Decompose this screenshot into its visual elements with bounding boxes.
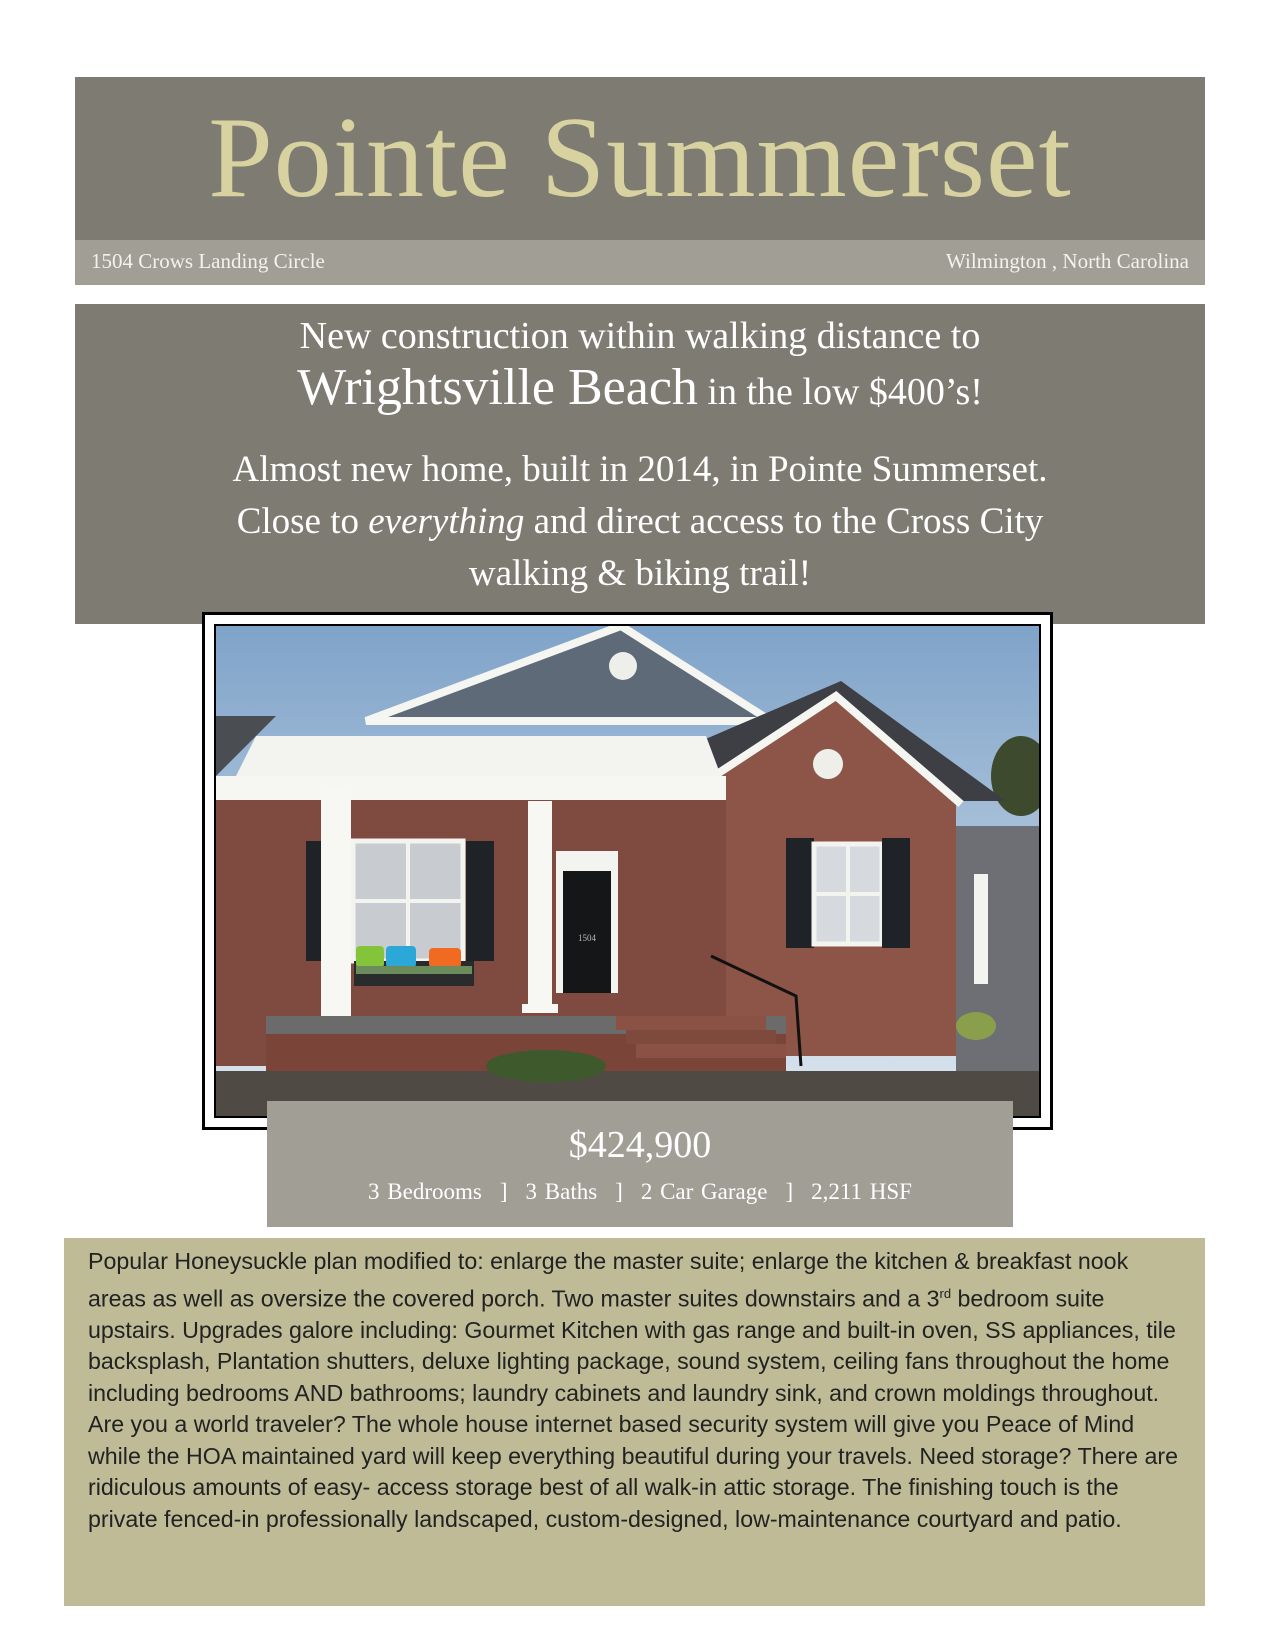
headline-line-1: New construction within walking distance to	[299, 315, 981, 357]
headline-line-5: walking & biking trail!	[468, 553, 812, 594]
baths: 3 Baths	[525, 1179, 598, 1204]
garage: 2 Car Garage	[640, 1179, 768, 1204]
street-address: 1504 Crows Landing Circle	[91, 249, 325, 273]
title-banner	[75, 77, 1205, 240]
address-bar	[75, 240, 1205, 285]
page-title: Pointe Summerset	[208, 94, 1072, 222]
description-text	[88, 1246, 1188, 1535]
house-number: 1504	[578, 933, 596, 943]
headline-line-4-start: Close to	[236, 501, 359, 542]
spec-separator: ]	[785, 1179, 794, 1204]
headline-banner	[75, 304, 1205, 624]
city-state: Wilmington , North Carolina	[946, 249, 1189, 273]
round-vent-icon	[813, 749, 843, 779]
headline-emphasis: everything	[368, 501, 525, 542]
headline-line-2	[75, 358, 1205, 417]
house-photo	[214, 624, 1041, 1118]
listing-price: $424,900	[568, 1124, 712, 1166]
porch-column	[321, 786, 351, 1031]
house-illustration	[216, 626, 1041, 1116]
heated-square-feet: 2,211 HSF	[811, 1179, 912, 1204]
house-photo-frame	[202, 612, 1053, 1130]
spec-separator: ]	[615, 1179, 623, 1204]
spec-separator: ]	[499, 1179, 508, 1204]
listing-specs	[267, 1179, 1013, 1205]
description-panel	[64, 1238, 1205, 1606]
headline-line-4-end: and direct access to the Cross City	[533, 501, 1044, 542]
ordinal-suffix: rd	[939, 1285, 952, 1301]
price-panel	[267, 1101, 1013, 1227]
bedrooms: 3 Bedrooms	[368, 1179, 482, 1204]
price-hint: in the low $400’s!	[707, 371, 983, 413]
porch-column	[528, 801, 552, 1011]
description-part-2: bedroom suite upstairs. Upgrades galore including: Gourmet Kitchen with gas range and built-in oven, SS appliances, tile backsplash, Plantation shutters, deluxe lighting package, sound system, ceiling fans throughout the home including bedrooms AND bathrooms; laundry cabinets and laundry sink, and crown moldings throughout. Are you a world traveler? The whole house internet based security system will give you Peace of Mind while the HOA maintained yard will keep everything beautiful during your travels. Need storage? There are ridiculous amounts of easy- access storage best of all walk-in attic storage. The finishing touch is the private fenced-in professionally landscaped, custom-designed, low-maintenance courtyard and patio.	[88, 1285, 1178, 1532]
gable-vent-icon	[609, 652, 637, 680]
headline-line-4	[105, 496, 1175, 548]
beach-name: Wrightsville Beach	[297, 359, 698, 416]
headline-body	[105, 444, 1175, 600]
description-part-1: Popular Honeysuckle plan modified to: enlarge the master suite; enlarge the kitchen & breakfast nook areas as well as oversize the covered porch. Two master suites downstairs and a 3	[88, 1248, 1129, 1312]
headline-line-3: Almost new home, built in 2014, in Pointe Summerset.	[232, 449, 1048, 490]
